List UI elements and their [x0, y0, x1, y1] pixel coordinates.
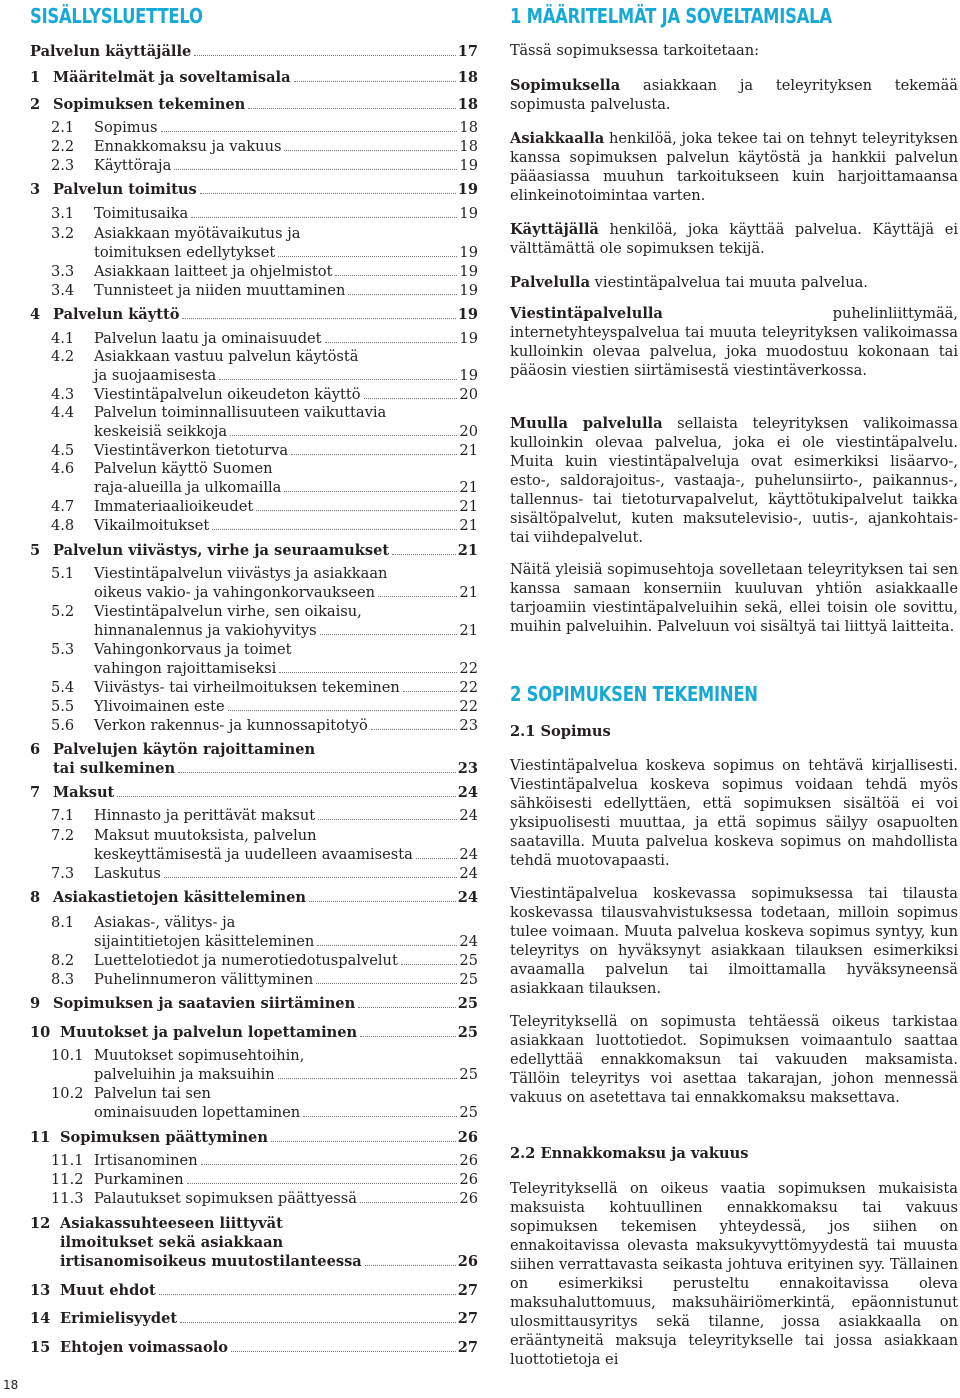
toc-entry-title: toimituksen edellytykset [94, 244, 276, 261]
toc-entry-title: ja suojaamisesta [94, 367, 217, 384]
toc-entry-title: Tunnisteet ja niiden muuttaminen [94, 282, 346, 299]
toc-page-number: 26 [457, 1253, 478, 1270]
toc-entry-title: Immateriaalioikeudet [94, 498, 254, 515]
dot-leader [325, 342, 458, 343]
toc-entry-title: sijaintitietojen käsitteleminen [94, 933, 315, 950]
dot-leader [316, 983, 457, 984]
toc-entry-number: 4.2 [51, 348, 75, 365]
paragraph: Viestintäpalvelua koskeva sopimus on tehtävä kirjallisesti. Viestintäpalvelua koskeva sopimus voidaan tehdä myös sähköisesti edellyttäen, että sopimuksen sisältöä ei voi yksipuolisesti muuttaa, ja että sopimus säilyy osapuolten saatavilla. Muuta palvelua koskeva sopimus on mahdollista tehdä muotovapaasti. [510, 757, 958, 869]
toc-entry-title: Ylivoimainen este [94, 698, 225, 715]
toc-entry-number: 2.2 [51, 138, 75, 155]
toc-entry [30, 262, 478, 281]
definition-item: Muulla palvelulla sellaista teleyrityksen valikoimassa kulloinkin olevaa palvelua, joka ei ole viestintäpalvelu. Muita kuin viestintäpalveluja ovat esimerkiksi lisäarvo-, esto-, saldorajoitus-, vastaaja-, puhelunsiirto-, paikannus-, tallennus- tai tietoturvapalvelut, käyttötukipalvelut taikka sisältöpalvelut, kuten maksutelevisio-, uutis-, ajankohtais- tai viihdepalvelut. [510, 415, 958, 546]
toc-page-number: 26 [457, 1129, 478, 1146]
toc-entry [30, 1309, 478, 1328]
definition-item: Käyttäjällä henkilöä, joka käyttää palvelua. Käyttäjä ei välttämättä ole sopimuksen tekijä. [510, 221, 958, 257]
toc-entry-number: 8 [30, 889, 41, 906]
toc-page-number: 21 [459, 498, 478, 515]
toc-entry-number: 8.2 [51, 952, 75, 969]
toc-entry-title: Palvelujen käytön rajoittaminen [53, 741, 316, 758]
dot-leader [401, 964, 458, 965]
dot-leader [187, 1183, 458, 1184]
toc-entry-number: 14 [30, 1310, 51, 1327]
toc-page-number: 27 [457, 1310, 478, 1327]
toc-page-number: 22 [459, 660, 478, 677]
toc-entry [30, 541, 478, 560]
toc-page-number: 19 [459, 367, 478, 384]
dot-leader [371, 729, 458, 730]
toc-entry [30, 281, 478, 300]
toc-page-number: 21 [459, 442, 478, 459]
toc-page-number: 19 [457, 181, 478, 198]
dot-leader [291, 454, 457, 455]
section-2-heading: 2 SOPIMUKSEN TEKEMINEN [510, 682, 758, 706]
toc-entry-title: vahingon rajoittamiseksi [94, 660, 277, 677]
toc-entry [30, 1023, 478, 1042]
dot-leader [161, 131, 458, 132]
toc-entry-number: 5.3 [51, 641, 75, 658]
toc-entry-title: Palvelun viivästys, virhe ja seuraamukset [53, 542, 390, 559]
dot-leader [174, 169, 457, 170]
toc-page-number: 25 [457, 995, 478, 1012]
toc-entry-title: Luettelotiedot ja numerotiedotuspalvelut [94, 952, 398, 969]
toc-entry-title: Maksut muutoksista, palvelun [94, 827, 317, 844]
toc-page-number: 19 [459, 244, 478, 261]
toc-page-number: 24 [459, 865, 478, 882]
toc-entry-title: irtisanomisoikeus muutostilanteessa [60, 1253, 362, 1270]
toc-entry [30, 951, 478, 970]
paragraph: Teleyrityksellä on oikeus vaatia sopimuksen mukaisista maksuista kohtuullinen ennakkomaksu tai vakuus sopimuksen tekemisen yhteydessä, jos siihen on ennakoitavissa olevasta maksukyvyttömyydestä tai muusta siihen verrattavasta seikasta johtuva erityinen syy. Tällainen on esimerkiksi perusteltu ennakoitavissa oleva maksuhaluttomuus, maksuhäiriömerkintä, epäonnistunut ulosmittausyritys sekä tilanne, jossa asiakkaalla on erääntyneitä maksuja teleyritykselle tai jossa asiakkaan luottotietoja ei [510, 1180, 958, 1368]
toc-entry-title: Ennakkomaksu ja vakuus [94, 138, 282, 155]
dot-leader [378, 596, 457, 597]
dot-leader [178, 772, 456, 773]
toc-page-number: 18 [457, 69, 478, 86]
dot-leader [303, 1116, 457, 1117]
toc-entry-number: 3.2 [51, 225, 75, 242]
definitions-intro: Tässä sopimuksessa tarkoitetaan: [510, 42, 760, 59]
toc-entry-number: 4.7 [51, 498, 75, 515]
toc-entry [30, 994, 478, 1013]
dot-leader [248, 108, 455, 109]
toc-entry [30, 403, 478, 441]
toc-entry-title: Toimitusaika [94, 205, 189, 222]
toc-entry-title: Sopimuksen päättyminen [60, 1129, 268, 1146]
toc-entry [30, 1128, 478, 1147]
toc-entry-title: Maksut [53, 784, 115, 801]
toc-entry-title: hinnanalennus ja vakiohyvitys [94, 622, 317, 639]
dot-leader [278, 256, 457, 257]
toc-page-number: 21 [459, 584, 478, 601]
toc-entry [30, 640, 478, 678]
dot-leader [271, 1141, 456, 1142]
toc-entry-title: Laskutus [94, 865, 161, 882]
toc-entry [30, 516, 478, 535]
toc-entry [30, 602, 478, 640]
toc-entry [30, 180, 478, 199]
dot-leader [320, 634, 458, 635]
toc-entry-number: 5.4 [51, 679, 75, 696]
toc-entry-title: Puhelinnumeron välittyminen [94, 971, 314, 988]
toc-page-number: 25 [459, 952, 478, 969]
toc-entry-number: 3 [30, 181, 41, 198]
toc-page-number: 24 [459, 933, 478, 950]
toc-entry-number: 5.1 [51, 565, 75, 582]
dot-leader [284, 491, 457, 492]
toc-entry-title: Sopimuksen tekeminen [53, 96, 246, 113]
dot-leader [191, 217, 457, 218]
toc-entry [30, 826, 478, 864]
toc-page-number: 24 [459, 846, 478, 863]
toc-entry-title: keskeyttämisestä ja uudelleen avaamisesta [94, 846, 413, 863]
toc-entry-title: Palvelun toimitus [53, 181, 197, 198]
toc-entry-number: 11.1 [51, 1152, 84, 1169]
toc-page-number: 20 [459, 423, 478, 440]
toc-page-number: 25 [459, 1104, 478, 1121]
toc-page-number: 18 [459, 119, 478, 136]
toc-entry-title: Asiakastietojen käsitteleminen [53, 889, 307, 906]
toc-entry-title: Palvelun toiminnallisuuteen vaikuttavia [94, 404, 387, 421]
toc-page-number: 24 [459, 807, 478, 824]
toc-entry-title: Muutokset ja palvelun lopettaminen [60, 1024, 358, 1041]
toc-entry [30, 564, 478, 602]
dot-leader [358, 1007, 455, 1008]
dot-leader [284, 150, 457, 151]
toc-entry [30, 224, 478, 262]
toc-entry-title: Asiakassuhteeseen liittyvät [60, 1215, 283, 1232]
toc-entry [30, 1046, 478, 1084]
toc-entry [30, 156, 478, 175]
toc-entry-title: Irtisanominen [94, 1152, 198, 1169]
toc-entry-title: Hinnasto ja perittävät maksut [94, 807, 316, 824]
toc-entry-number: 4.8 [51, 517, 75, 534]
dot-leader [228, 710, 458, 711]
dot-leader [212, 529, 457, 530]
toc-entry-number: 15 [30, 1339, 51, 1356]
toc-entry [30, 385, 478, 404]
toc-entry [30, 1084, 478, 1122]
dot-leader [182, 318, 455, 319]
toc-entry [30, 118, 478, 137]
toc-entry-number: 9 [30, 995, 41, 1012]
toc-entry-title: Asiakas-, välitys- ja [94, 914, 236, 931]
toc-entry-title: Palautukset sopimuksen päättyessä [94, 1190, 357, 1207]
toc-entry-title: Erimielisyydet [60, 1310, 178, 1327]
toc-entry [30, 459, 478, 497]
toc-entry-number: 5.2 [51, 603, 75, 620]
toc-entry-title: Viivästys- tai virheilmoituksen tekeminen [94, 679, 400, 696]
toc-entry-number: 2.1 [51, 119, 75, 136]
toc-entry-number: 12 [30, 1215, 51, 1232]
toc-entry [30, 329, 478, 348]
toc-page-number: 19 [459, 263, 478, 280]
toc-entry-number: 8.3 [51, 971, 75, 988]
toc-page-number: 23 [459, 717, 478, 734]
toc-entry [30, 1151, 478, 1170]
toc-entry-number: 4.1 [51, 330, 75, 347]
toc-entry-number: 4.6 [51, 460, 75, 477]
dot-leader [364, 398, 458, 399]
toc-entry-number: 11.3 [51, 1190, 84, 1207]
toc-page-number: 27 [457, 1339, 478, 1356]
toc-entry [30, 740, 478, 778]
toc-entry-title: Käyttöraja [94, 157, 172, 174]
dot-leader [348, 294, 457, 295]
toc-entry-title: Muut ehdot [60, 1282, 156, 1299]
toc-entry [30, 305, 478, 324]
dot-leader [317, 945, 457, 946]
toc-page-number: 26 [459, 1152, 478, 1169]
toc-page-number: 19 [459, 330, 478, 347]
toc-page-number: 25 [459, 971, 478, 988]
toc-entry [30, 1189, 478, 1208]
toc-entry-number: 2 [30, 96, 41, 113]
toc-entry-title: Ehtojen voimassaolo [60, 1339, 229, 1356]
toc-entry [30, 678, 478, 697]
toc-entry-number: 13 [30, 1282, 51, 1299]
toc-entry [30, 888, 478, 907]
toc-entry-number: 10.2 [51, 1085, 84, 1102]
toc-page-number: 24 [457, 784, 478, 801]
dot-leader [164, 877, 458, 878]
paragraph: Teleyrityksellä on sopimusta tehtäessä oikeus tarkistaa asiakkaan luottotiedot. Sopimuksen voimaantulo saattaa edellyttää ennakkomaksun tai vakuuden maksamista. Tällöin teleyritys voi asettaa takarajan, johon mennessä vakuus on asetettava tai ennakkomaksu maksettava. [510, 1013, 958, 1106]
toc-entry-title: Viestintäverkon tietoturva [94, 442, 289, 459]
toc-page-number: 20 [459, 386, 478, 403]
paragraph: Viestintäpalvelua koskevassa sopimuksessa tai tilausta koskevassa tilausvahvistuksessa todetaan, milloin sopimus tulee voimaan. Muuta palvelua koskeva sopimus syntyy, kun teleyritys on hyväksynyt asiakkaan tilauksen esimerkiksi avaamalla palvelun tai ilmoittamalla hyväksyneensä asiakkaan tilauksen. [510, 885, 958, 997]
toc-entry [30, 1281, 478, 1300]
toc-entry-title: Määritelmät ja soveltamisala [53, 69, 291, 86]
toc-entry-title: Sopimuksen ja saatavien siirtäminen [53, 995, 356, 1012]
toc-entry-number: 3.1 [51, 205, 75, 222]
toc-entry [30, 716, 478, 735]
toc-entry-title: Vikailmoitukset [94, 517, 210, 534]
toc-entry-title: Palvelun käyttäjälle [30, 43, 192, 60]
toc-entry-title: tai sulkeminen [53, 760, 176, 777]
toc-entry-number: 3.4 [51, 282, 75, 299]
toc-page-number: 26 [459, 1171, 478, 1188]
toc-page-number: 18 [459, 138, 478, 155]
dot-leader [201, 1164, 458, 1165]
toc-entry-title: oikeus vakio- ja vahingonkorvaukseen [94, 584, 376, 601]
dot-leader [256, 510, 457, 511]
section-1-heading: 1 MÄÄRITELMÄT JA SOVELTAMISALA [510, 4, 832, 28]
dot-leader [279, 672, 457, 673]
toc-entry-number: 6 [30, 741, 41, 758]
dot-leader [159, 1294, 456, 1295]
toc-entry-title: Palvelun laatu ja ominaisuudet [94, 330, 322, 347]
toc-page-number: 23 [457, 760, 478, 777]
toc-page-number: 21 [457, 542, 478, 559]
definition-item: Palvelulla viestintäpalvelua tai muuta palvelua. [510, 274, 868, 291]
toc-entry-number: 2.3 [51, 157, 75, 174]
dot-leader [335, 275, 457, 276]
dot-leader [416, 858, 458, 859]
toc-page-number: 21 [459, 479, 478, 496]
dot-leader [309, 901, 456, 902]
toc-entry-number: 1 [30, 69, 41, 86]
toc-entry-number: 8.1 [51, 914, 75, 931]
toc-entry-title: Asiakkaan laitteet ja ohjelmistot [94, 263, 333, 280]
dot-leader [365, 1265, 456, 1266]
toc-entry-title: Sopimus [94, 119, 158, 136]
toc-entry [30, 697, 478, 716]
toc-entry-number: 3.3 [51, 263, 75, 280]
toc-page-number: 27 [457, 1282, 478, 1299]
toc-page-number: 22 [459, 679, 478, 696]
toc-entry-number: 10 [30, 1024, 51, 1041]
toc-page-number: 25 [457, 1024, 478, 1041]
toc-entry-number: 7 [30, 784, 41, 801]
page-number: 18 [3, 1378, 19, 1392]
toc-entry-title: ilmoitukset sekä asiakkaan [60, 1234, 284, 1251]
toc-entry-number: 4.3 [51, 386, 75, 403]
dot-leader [278, 1078, 458, 1079]
toc-entry-title: Palvelun käyttö Suomen [94, 460, 273, 477]
toc-page-number: 21 [459, 622, 478, 639]
toc-entry-number: 7.2 [51, 827, 75, 844]
toc-entry-number: 11.2 [51, 1171, 84, 1188]
toc-entry-title: Verkon rakennus- ja kunnossapitotyö [94, 717, 368, 734]
scope-paragraph: Näitä yleisiä sopimusehtoja sovelletaan teleyrityksen tai sen kanssa samaan konserniin kuuluvan yhtiön asiakkaalle tarjoamiin viestintäpalveluihin sekä, ellei toisin ole sovittu, muihin palveluihin. Palveluun voi sisältyä tai liittyä laitteita. [510, 561, 958, 635]
dot-leader [180, 1322, 456, 1323]
dot-leader [360, 1202, 457, 1203]
toc-entry [30, 913, 478, 951]
toc-entry-title: Palvelun käyttö [53, 306, 180, 323]
subsection-2-2-title: 2.2 Ennakkomaksu ja vakuus [510, 1145, 749, 1162]
dot-leader [219, 379, 457, 380]
toc-entry-title: Viestintäpalvelun viivästys ja asiakkaan [94, 565, 388, 582]
dot-leader [194, 55, 455, 56]
toc-title: SISÄLLYSLUETTELO [30, 4, 203, 28]
dot-leader [231, 1351, 456, 1352]
toc-entry [30, 42, 478, 61]
toc-entry-title: Viestintäpalvelun oikeudeton käyttö [94, 386, 361, 403]
toc-entry-number: 7.3 [51, 865, 75, 882]
dot-leader [392, 554, 456, 555]
definition-item: Sopimuksella asiakkaan ja teleyrityksen tekemää sopimusta palvelusta. [510, 77, 958, 113]
toc-entry-title: raja-alueilla ja ulkomailla [94, 479, 282, 496]
toc-entry-number: 10.1 [51, 1047, 84, 1064]
toc-entry [30, 95, 478, 114]
definition-item: Asiakkaalla henkilöä, joka tekee tai on tehnyt teleyrityksen kanssa sopimuksen palvelun käytöstä ja hankkii palvelun pääasiassa muuhun tarkoitukseen kuin harjoittamaansa elinkeinotoimintaa varten. [510, 130, 958, 204]
toc-entry [30, 1338, 478, 1357]
toc-entry-title: Viestintäpalvelun virhe, sen oikaisu, [94, 603, 362, 620]
toc-entry [30, 204, 478, 223]
dot-leader [360, 1036, 456, 1037]
toc-entry-number: 5.6 [51, 717, 75, 734]
dot-leader [318, 819, 457, 820]
toc-entry [30, 970, 478, 989]
toc-entry [30, 806, 478, 825]
toc-entry-number: 4 [30, 306, 41, 323]
definition-item: Viestintäpalvelulla puhelinliittymää, internetyhteyspalvelua tai muuta teleyrityksen valikoimassa kulloinkin olevaa palvelua, joka muodostuu kokonaan tai pääosin viestien siirtämisestä viestintäverkossa. [510, 305, 958, 379]
toc-entry [30, 347, 478, 385]
toc-entry-number: 5 [30, 542, 41, 559]
toc-entry-title: Vahingonkorvaus ja toimet [94, 641, 292, 658]
toc-entry-title: Asiakkaan vastuu palvelun käytöstä [94, 348, 359, 365]
toc-entry [30, 783, 478, 802]
toc-entry-title: Palvelun tai sen [94, 1085, 211, 1102]
dot-leader [200, 193, 456, 194]
toc-entry-number: 4.5 [51, 442, 75, 459]
toc-page-number: 26 [459, 1190, 478, 1207]
toc-entry [30, 1214, 478, 1271]
toc-entry-number: 4.4 [51, 404, 75, 421]
subsection-2-1-title: 2.1 Sopimus [510, 723, 611, 740]
dot-leader [403, 691, 458, 692]
toc-entry-number: 7.1 [51, 807, 75, 824]
toc-entry-number: 11 [30, 1129, 51, 1146]
dot-leader [117, 796, 455, 797]
toc-page-number: 22 [459, 698, 478, 715]
toc-entry-title: Purkaminen [94, 1171, 184, 1188]
toc-entry [30, 864, 478, 883]
toc-entry-title: ominaisuuden lopettaminen [94, 1104, 301, 1121]
toc-entry-title: palveluihin ja maksuihin [94, 1066, 275, 1083]
toc-page-number: 17 [457, 43, 478, 60]
toc-entry [30, 68, 478, 87]
toc-entry-title: Asiakkaan myötävaikutus ja [94, 225, 301, 242]
toc-page-number: 19 [459, 157, 478, 174]
toc-entry-number: 5.5 [51, 698, 75, 715]
dot-leader [294, 81, 456, 82]
toc-page-number: 21 [459, 517, 478, 534]
toc-entry [30, 1170, 478, 1189]
toc-page-number: 19 [459, 205, 478, 222]
toc-entry-title: Muutokset sopimusehtoihin, [94, 1047, 305, 1064]
toc-page-number: 18 [457, 96, 478, 113]
toc-entry [30, 441, 478, 460]
toc-page-number: 25 [459, 1066, 478, 1083]
toc-page-number: 24 [457, 889, 478, 906]
toc-entry [30, 137, 478, 156]
toc-page-number: 19 [457, 306, 478, 323]
toc-entry [30, 497, 478, 516]
toc-entry-title: keskeisiä seikkoja [94, 423, 228, 440]
toc-page-number: 19 [459, 282, 478, 299]
dot-leader [230, 435, 457, 436]
